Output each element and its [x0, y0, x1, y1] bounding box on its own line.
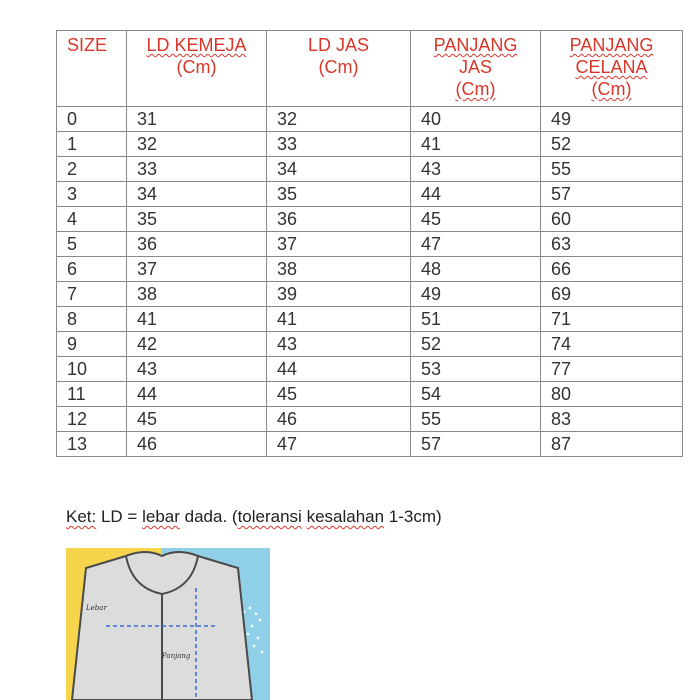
cell-panjang-jas: 49 — [411, 282, 541, 307]
header-size — [57, 31, 127, 107]
cell-panjang-jas: 57 — [411, 432, 541, 457]
header-panjang-jas-label: PANJANG — [433, 35, 518, 55]
table-row — [57, 157, 683, 182]
cell-ld-kemeja: 31 — [127, 107, 267, 132]
cell-panjang-celana: 52 — [541, 132, 683, 157]
label-panjang: Panjang — [162, 652, 191, 660]
table-row — [57, 382, 683, 407]
note-kesalahan: kesalahan — [306, 507, 385, 526]
header-panjang-jas-unit: (Cm) — [455, 79, 496, 99]
cell-ld-kemeja: 43 — [127, 357, 267, 382]
cell-panjang-celana: 63 — [541, 232, 683, 257]
cell-size: 4 — [57, 207, 127, 232]
table-row — [57, 357, 683, 382]
table-row — [57, 257, 683, 282]
note-range: 1-3cm) — [384, 507, 442, 526]
header-size-label: SIZE — [67, 35, 108, 55]
table-row — [57, 107, 683, 132]
header-ld-jas-unit: (Cm) — [318, 57, 359, 77]
cell-panjang-jas: 52 — [411, 332, 541, 357]
cell-ld-jas: 37 — [267, 232, 411, 257]
cell-size: 7 — [57, 282, 127, 307]
table-row — [57, 307, 683, 332]
header-ld-jas-label: LD JAS — [307, 35, 370, 55]
cell-ld-kemeja: 38 — [127, 282, 267, 307]
header-panjang-jas-label-2: JAS — [458, 57, 492, 77]
table-row — [57, 207, 683, 232]
cell-panjang-celana: 71 — [541, 307, 683, 332]
header-panjang-celana-unit: (Cm) — [591, 79, 632, 99]
note-ket: Ket: — [66, 507, 97, 526]
cell-panjang-jas: 45 — [411, 207, 541, 232]
cell-size: 1 — [57, 132, 127, 157]
cell-size: 2 — [57, 157, 127, 182]
cell-ld-kemeja: 41 — [127, 307, 267, 332]
table-header-row — [57, 31, 683, 107]
cell-size: 8 — [57, 307, 127, 332]
jacket-measurement-illustration — [66, 548, 270, 700]
cell-panjang-celana: 60 — [541, 207, 683, 232]
cell-panjang-jas: 44 — [411, 182, 541, 207]
cell-ld-jas: 36 — [267, 207, 411, 232]
cell-panjang-celana: 80 — [541, 382, 683, 407]
table-row — [57, 407, 683, 432]
cell-size: 13 — [57, 432, 127, 457]
cell-size: 10 — [57, 357, 127, 382]
cell-panjang-celana: 74 — [541, 332, 683, 357]
note-toleransi: toleransi — [237, 507, 302, 526]
cell-panjang-celana: 49 — [541, 107, 683, 132]
cell-size: 3 — [57, 182, 127, 207]
cell-ld-jas: 41 — [267, 307, 411, 332]
cell-panjang-celana: 83 — [541, 407, 683, 432]
cell-ld-jas: 32 — [267, 107, 411, 132]
table-row — [57, 432, 683, 457]
cell-ld-kemeja: 37 — [127, 257, 267, 282]
cell-ld-kemeja: 42 — [127, 332, 267, 357]
label-lebar: Lebar — [86, 604, 107, 612]
cell-ld-kemeja: 33 — [127, 157, 267, 182]
cell-panjang-jas: 55 — [411, 407, 541, 432]
cell-ld-jas: 47 — [267, 432, 411, 457]
header-panjang-celana-label-2: CELANA — [575, 57, 648, 77]
header-ld-jas — [267, 31, 411, 107]
table-row — [57, 132, 683, 157]
cell-ld-kemeja: 32 — [127, 132, 267, 157]
cell-ld-kemeja: 34 — [127, 182, 267, 207]
cell-ld-kemeja: 36 — [127, 232, 267, 257]
table-row — [57, 332, 683, 357]
cell-ld-jas: 39 — [267, 282, 411, 307]
cell-size: 6 — [57, 257, 127, 282]
cell-ld-jas: 38 — [267, 257, 411, 282]
note-lebar: lebar — [142, 507, 180, 526]
header-panjang-jas — [411, 31, 541, 107]
header-panjang-celana-label: PANJANG — [569, 35, 654, 55]
cell-size: 12 — [57, 407, 127, 432]
cell-ld-jas: 45 — [267, 382, 411, 407]
cell-panjang-jas: 41 — [411, 132, 541, 157]
cell-panjang-jas: 54 — [411, 382, 541, 407]
cell-ld-jas: 34 — [267, 157, 411, 182]
table-row — [57, 182, 683, 207]
cell-ld-jas: 46 — [267, 407, 411, 432]
table-row — [57, 282, 683, 307]
cell-ld-kemeja: 46 — [127, 432, 267, 457]
cell-panjang-celana: 66 — [541, 257, 683, 282]
cell-ld-kemeja: 45 — [127, 407, 267, 432]
cell-ld-kemeja: 35 — [127, 207, 267, 232]
cell-ld-jas: 44 — [267, 357, 411, 382]
cell-panjang-celana: 77 — [541, 357, 683, 382]
cell-panjang-jas: 47 — [411, 232, 541, 257]
cell-ld-jas: 33 — [267, 132, 411, 157]
cell-ld-jas: 35 — [267, 182, 411, 207]
cell-size: 11 — [57, 382, 127, 407]
size-note — [66, 507, 442, 527]
header-panjang-celana — [541, 31, 683, 107]
note-ld: LD = — [96, 507, 143, 526]
size-chart-table — [56, 30, 683, 457]
cell-size: 9 — [57, 332, 127, 357]
header-ld-kemeja-label: LD KEMEJA — [146, 35, 247, 55]
cell-panjang-jas: 48 — [411, 257, 541, 282]
cell-panjang-jas: 40 — [411, 107, 541, 132]
table-row — [57, 232, 683, 257]
cell-panjang-celana: 57 — [541, 182, 683, 207]
jacket-svg — [66, 548, 270, 700]
header-ld-kemeja — [127, 31, 267, 107]
cell-ld-jas: 43 — [267, 332, 411, 357]
note-dada: dada. ( — [179, 507, 238, 526]
cell-panjang-jas: 51 — [411, 307, 541, 332]
cell-size: 0 — [57, 107, 127, 132]
cell-panjang-celana: 69 — [541, 282, 683, 307]
header-ld-kemeja-unit: (Cm) — [176, 57, 217, 77]
cell-size: 5 — [57, 232, 127, 257]
cell-panjang-celana: 55 — [541, 157, 683, 182]
cell-panjang-celana: 87 — [541, 432, 683, 457]
cell-panjang-jas: 53 — [411, 357, 541, 382]
cell-panjang-jas: 43 — [411, 157, 541, 182]
cell-ld-kemeja: 44 — [127, 382, 267, 407]
